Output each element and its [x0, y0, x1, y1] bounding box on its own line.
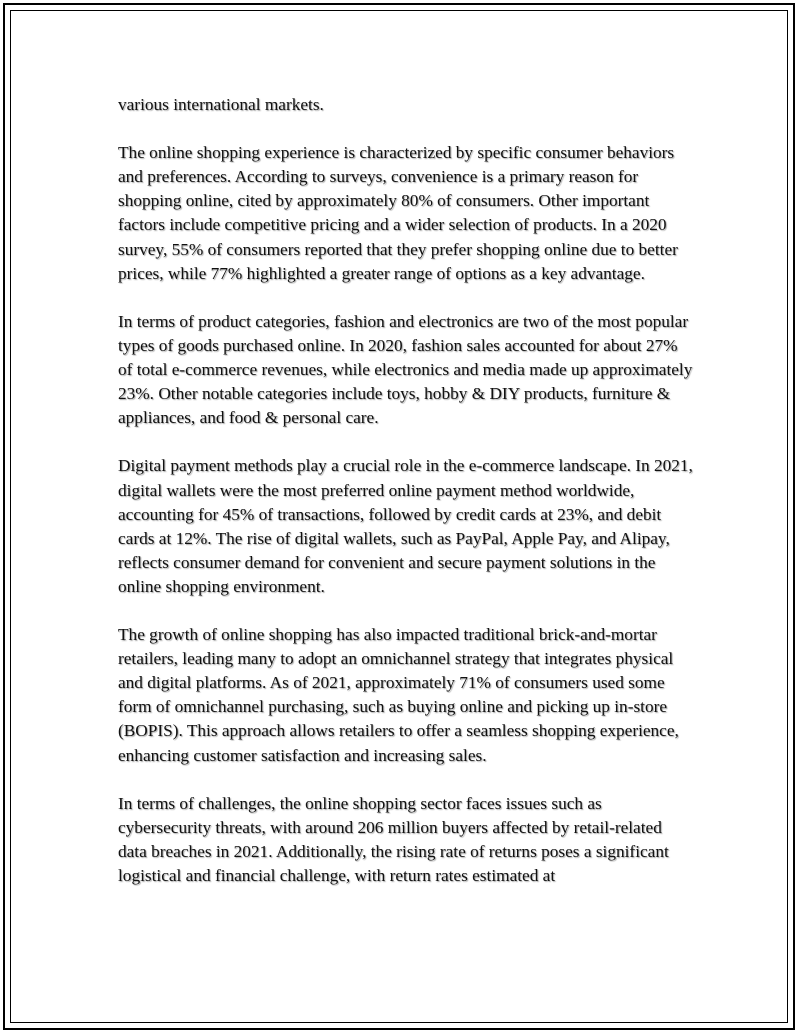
- paragraph-omnichannel: The growth of online shopping has also impacted traditional brick-and-mortar retailers, leading many to adopt an omnichannel strategy that integrates physical and digital platforms. As of 2021, approximately 71% of consumers used some form of omnichannel purchasing, such as buying online and picking up in-store (BOPIS). This approach allows retailers to offer a seamless shopping experience, enhancing customer satisfaction and increasing sales.: [118, 625, 679, 765]
- paragraph-consumer-preferences: The online shopping experience is characterized by specific consumer behaviors and preferences. According to surveys, convenience is a primary reason for shopping online, cited by approximately 80% of consumers. Other important factors include competitive pricing and a wider selection of products. In a 2020 survey, 55% of consumers reported that they prefer shopping online due to better prices, while 77% highlighted a greater range of options as a key advantage.: [118, 143, 678, 283]
- paragraph-continuation: various international markets.: [118, 95, 324, 114]
- paragraph-challenges: In terms of challenges, the online shopping sector faces issues such as cybersecurity threats, with around 206 million buyers affected by retail-related data breaches in 2021. Additionally, the rising rate of returns poses a significant logistical and financial challenge, with return rates estimated at: [118, 793, 669, 885]
- paragraph-product-categories: In terms of product categories, fashion and electronics are two of the most popular types of goods purchased online. In 2020, fashion sales accounted for about 27% of total e-commerce revenues, while electronics and media made up approximately 23%. Other notable categories include toys, hobby & DIY products, furniture & appliances, and food & personal care.: [118, 311, 693, 428]
- paragraph-payment-methods: Digital payment methods play a crucial role in the e-commerce landscape. In 2021, digital wallets were the most preferred online payment method worldwide, accounting for 45% of transactions, followed by credit cards at 23%, and debit cards at 12%. The rise of digital wallets, such as PayPal, Apple Pay, and Alipay, reflects consumer demand for convenient and secure payment solutions in the online shopping environment.: [118, 456, 693, 596]
- document-body: [118, 93, 693, 912]
